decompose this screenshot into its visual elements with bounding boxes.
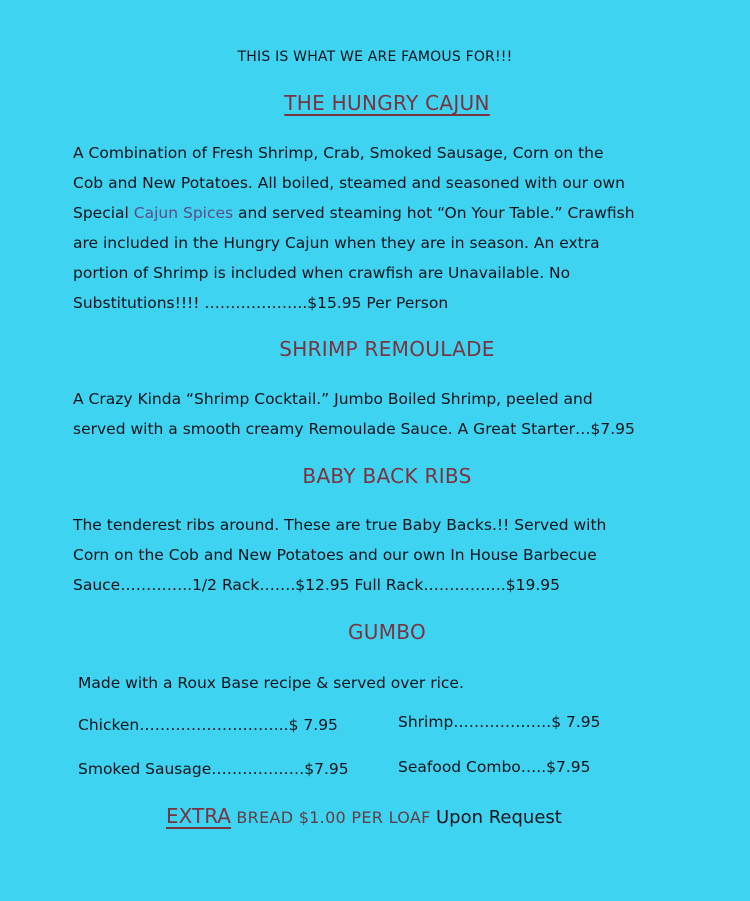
line3-post: and served steaming hot “On Your Table.” Crawfish bbox=[233, 204, 635, 222]
shrimp-remoulade-description bbox=[73, 384, 635, 444]
extra-bread-price: BREAD $1.00 PER LOAF bbox=[230, 808, 436, 827]
hungry-cajun-line-2: Cob and New Potatoes. All boiled, steamed and seasoned with our own bbox=[73, 174, 625, 192]
hungry-cajun-title: THE HUNGRY CAJUN bbox=[284, 91, 490, 115]
extra-bread-line bbox=[166, 804, 562, 828]
shrimp-remoulade-price-line: served with a smooth creamy Remoulade Sauce. A Great Starter…$7.95 bbox=[73, 420, 635, 438]
section-title-gumbo: GUMBO bbox=[347, 620, 426, 644]
famous-heading: THIS IS WHAT WE ARE FAMOUS FOR!!! bbox=[237, 49, 513, 65]
gumbo-item-chicken: Chicken………………………..$ 7.95 bbox=[78, 716, 338, 734]
ribs-price-line: Sauce…………..1/2 Rack…….$12.95 Full Rack…………….$19.95 bbox=[73, 576, 560, 594]
hungry-cajun-description bbox=[73, 138, 635, 318]
section-title-baby-back-ribs: BABY BACK RIBS bbox=[302, 464, 472, 488]
section-title-shrimp-remoulade: SHRIMP REMOULADE bbox=[279, 337, 495, 361]
extra-word: EXTRA bbox=[166, 804, 231, 828]
shrimp-remoulade-line-1: A Crazy Kinda “Shrimp Cocktail.” Jumbo Boiled Shrimp, peeled and bbox=[73, 390, 593, 408]
hungry-cajun-line-3 bbox=[73, 198, 635, 228]
gumbo-intro: Made with a Roux Base recipe & served over rice. bbox=[78, 674, 464, 692]
cajun-spices-text: Cajun Spices bbox=[133, 204, 234, 222]
hungry-cajun-line-1: A Combination of Fresh Shrimp, Crab, Smoked Sausage, Corn on the bbox=[73, 144, 604, 162]
baby-back-ribs-description bbox=[73, 510, 606, 600]
ribs-line-2: Corn on the Cob and New Potatoes and our own In House Barbecue bbox=[73, 546, 597, 564]
hungry-cajun-price-line: Substitutions!!!! ………………..$15.95 Per Person bbox=[73, 294, 449, 312]
ribs-line-1: The tenderest ribs around. These are true Baby Backs.!! Served with bbox=[73, 516, 607, 534]
extra-upon-request: Upon Request bbox=[435, 807, 562, 828]
gumbo-item-shrimp: Shrimp……………….$ 7.95 bbox=[398, 713, 601, 731]
hungry-cajun-line-4: are included in the Hungry Cajun when they are in season. An extra bbox=[73, 234, 600, 252]
gumbo-item-smoked-sausage: Smoked Sausage………………$7.95 bbox=[78, 760, 349, 778]
hungry-cajun-line-5: portion of Shrimp is included when crawfish are Unavailable. No bbox=[73, 264, 571, 282]
gumbo-item-seafood-combo: Seafood Combo…..$7.95 bbox=[398, 758, 591, 776]
section-title-hungry-cajun bbox=[0, 91, 750, 115]
line3-pre: Special bbox=[73, 204, 134, 222]
